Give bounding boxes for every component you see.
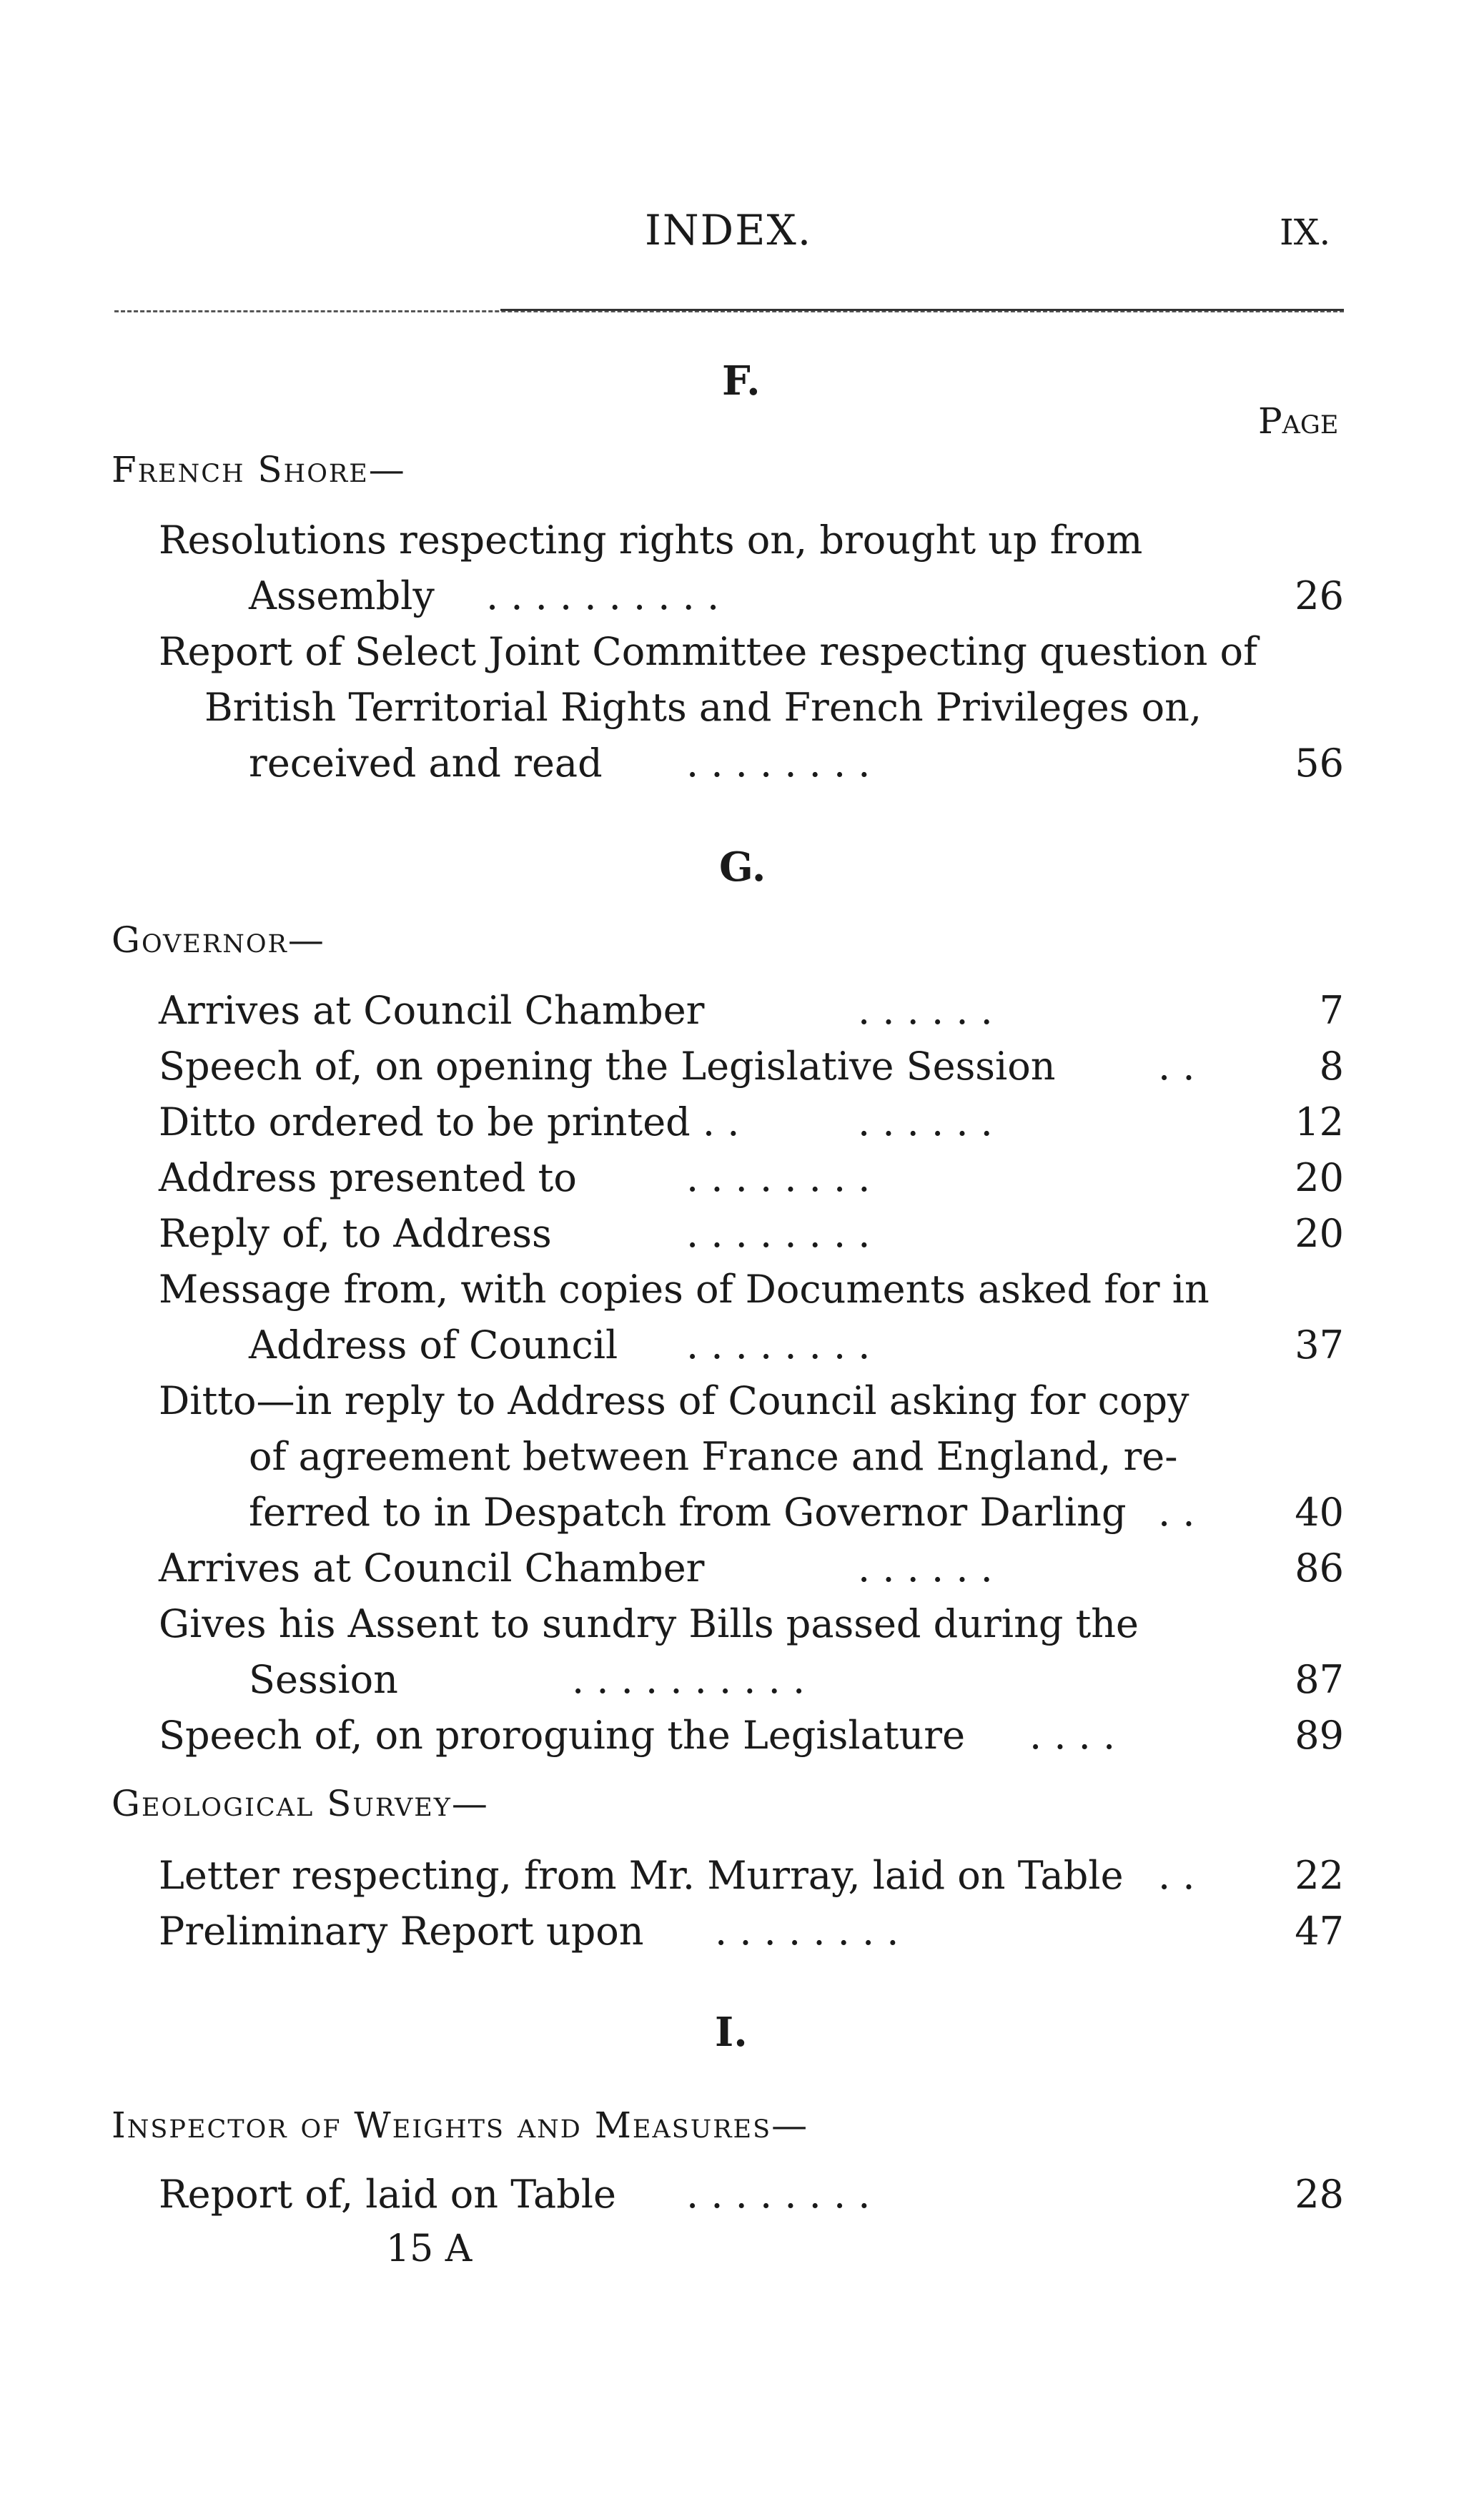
dot-leaders: . . . . . . . . — [715, 1909, 899, 1954]
entry-line: Reply of, to Address — [159, 1211, 552, 1256]
entry-line: Report of Select Joint Committee respecting question of — [159, 629, 1258, 674]
entry-page-number: 20 — [1295, 1155, 1344, 1200]
dot-leaders: . . . . . . . . — [686, 1211, 871, 1256]
entry-page-number: 7 — [1319, 988, 1344, 1033]
entry-line: Resolutions respecting rights on, brought up from — [159, 518, 1143, 563]
dot-leaders: . . . . . . . . — [686, 741, 871, 786]
entry-page-number: 12 — [1295, 1099, 1344, 1144]
index-heading-governor: Governor— — [112, 919, 325, 961]
entry-page-number: 56 — [1295, 741, 1344, 786]
entry-line: Preliminary Report upon — [159, 1909, 644, 1954]
dot-leaders: . . . . . . . . — [686, 2172, 871, 2217]
entry-line: Gives his Assent to sundry Bills passed during the — [159, 1601, 1139, 1646]
entry-line: of agreement between France and England, re- — [249, 1434, 1178, 1479]
entry-line: Ditto—in reply to Address of Council asking for copy — [159, 1378, 1189, 1423]
dot-leaders: . . — [1158, 1853, 1195, 1898]
section-letter-f: F. — [722, 357, 761, 405]
page-number: IX. — [1280, 212, 1331, 253]
entry-line: Speech of, on opening the Legislative Session — [159, 1044, 1056, 1089]
entry-page-number: 26 — [1295, 573, 1344, 618]
entry-page-number: 8 — [1319, 1044, 1344, 1089]
dot-leaders: . . . . — [1029, 1713, 1116, 1758]
dot-leaders: . . . . . . — [858, 988, 993, 1033]
dot-leaders: . . . . . . — [858, 1546, 993, 1591]
section-letter-i: I. — [715, 2009, 748, 2056]
dot-leaders: . . . . . . . . — [686, 1322, 871, 1368]
dot-leaders: . . . . . . . . — [686, 1155, 871, 1200]
entry-page-number: 20 — [1295, 1211, 1344, 1256]
page-title: INDEX. — [645, 206, 813, 254]
entry-page-number: 86 — [1295, 1546, 1344, 1591]
entry-page-number: 89 — [1295, 1713, 1344, 1758]
dot-leaders: . . . . . . — [858, 1099, 993, 1144]
index-heading-french-shore: French Shore— — [112, 449, 406, 490]
dot-leaders: . . — [1158, 1044, 1195, 1089]
entry-line: British Territorial Rights and French Privileges on, — [204, 685, 1202, 730]
page-column-label: Page — [1258, 400, 1339, 442]
entry-page-number: 87 — [1295, 1657, 1344, 1702]
entry-line: Arrives at Council Chamber — [159, 988, 705, 1033]
entry-line: Assembly — [249, 573, 435, 618]
entry-line: Address presented to — [159, 1155, 577, 1200]
entry-line: Speech of, on proroguing the Legislature — [159, 1713, 966, 1758]
entry-line: Address of Council — [249, 1322, 618, 1368]
entry-line: Report of, laid on Table — [159, 2172, 617, 2217]
entry-line: Letter respecting, from Mr. Murray, laid on Table — [159, 1853, 1124, 1898]
section-letter-g: G. — [719, 844, 766, 891]
entry-line: ferred to in Despatch from Governor Darling — [249, 1490, 1127, 1535]
entry-line: received and read — [249, 741, 603, 786]
index-heading-inspector: Inspector of Weights and Measures— — [112, 2105, 809, 2146]
header-rule-2 — [500, 309, 1344, 311]
entry-page-number: 28 — [1295, 2172, 1344, 2217]
dot-leaders: . . . . . . . . . . — [486, 573, 720, 618]
entry-page-number: 22 — [1295, 1853, 1344, 1898]
dot-leaders: . . . . . . . . . . — [572, 1657, 806, 1702]
index-heading-geological-survey: Geological Survey— — [112, 1783, 489, 1824]
signature-mark: 15 A — [386, 2227, 473, 2270]
dot-leaders: . . — [1158, 1490, 1195, 1535]
entry-page-number: 47 — [1295, 1909, 1344, 1954]
entry-page-number: 37 — [1295, 1322, 1344, 1368]
entry-line: Session — [249, 1657, 398, 1702]
entry-page-number: 40 — [1295, 1490, 1344, 1535]
entry-line: Arrives at Council Chamber — [159, 1546, 705, 1591]
entry-line: Ditto ordered to be printed . . — [159, 1099, 740, 1144]
entry-line: Message from, with copies of Documents asked for in — [159, 1267, 1210, 1312]
